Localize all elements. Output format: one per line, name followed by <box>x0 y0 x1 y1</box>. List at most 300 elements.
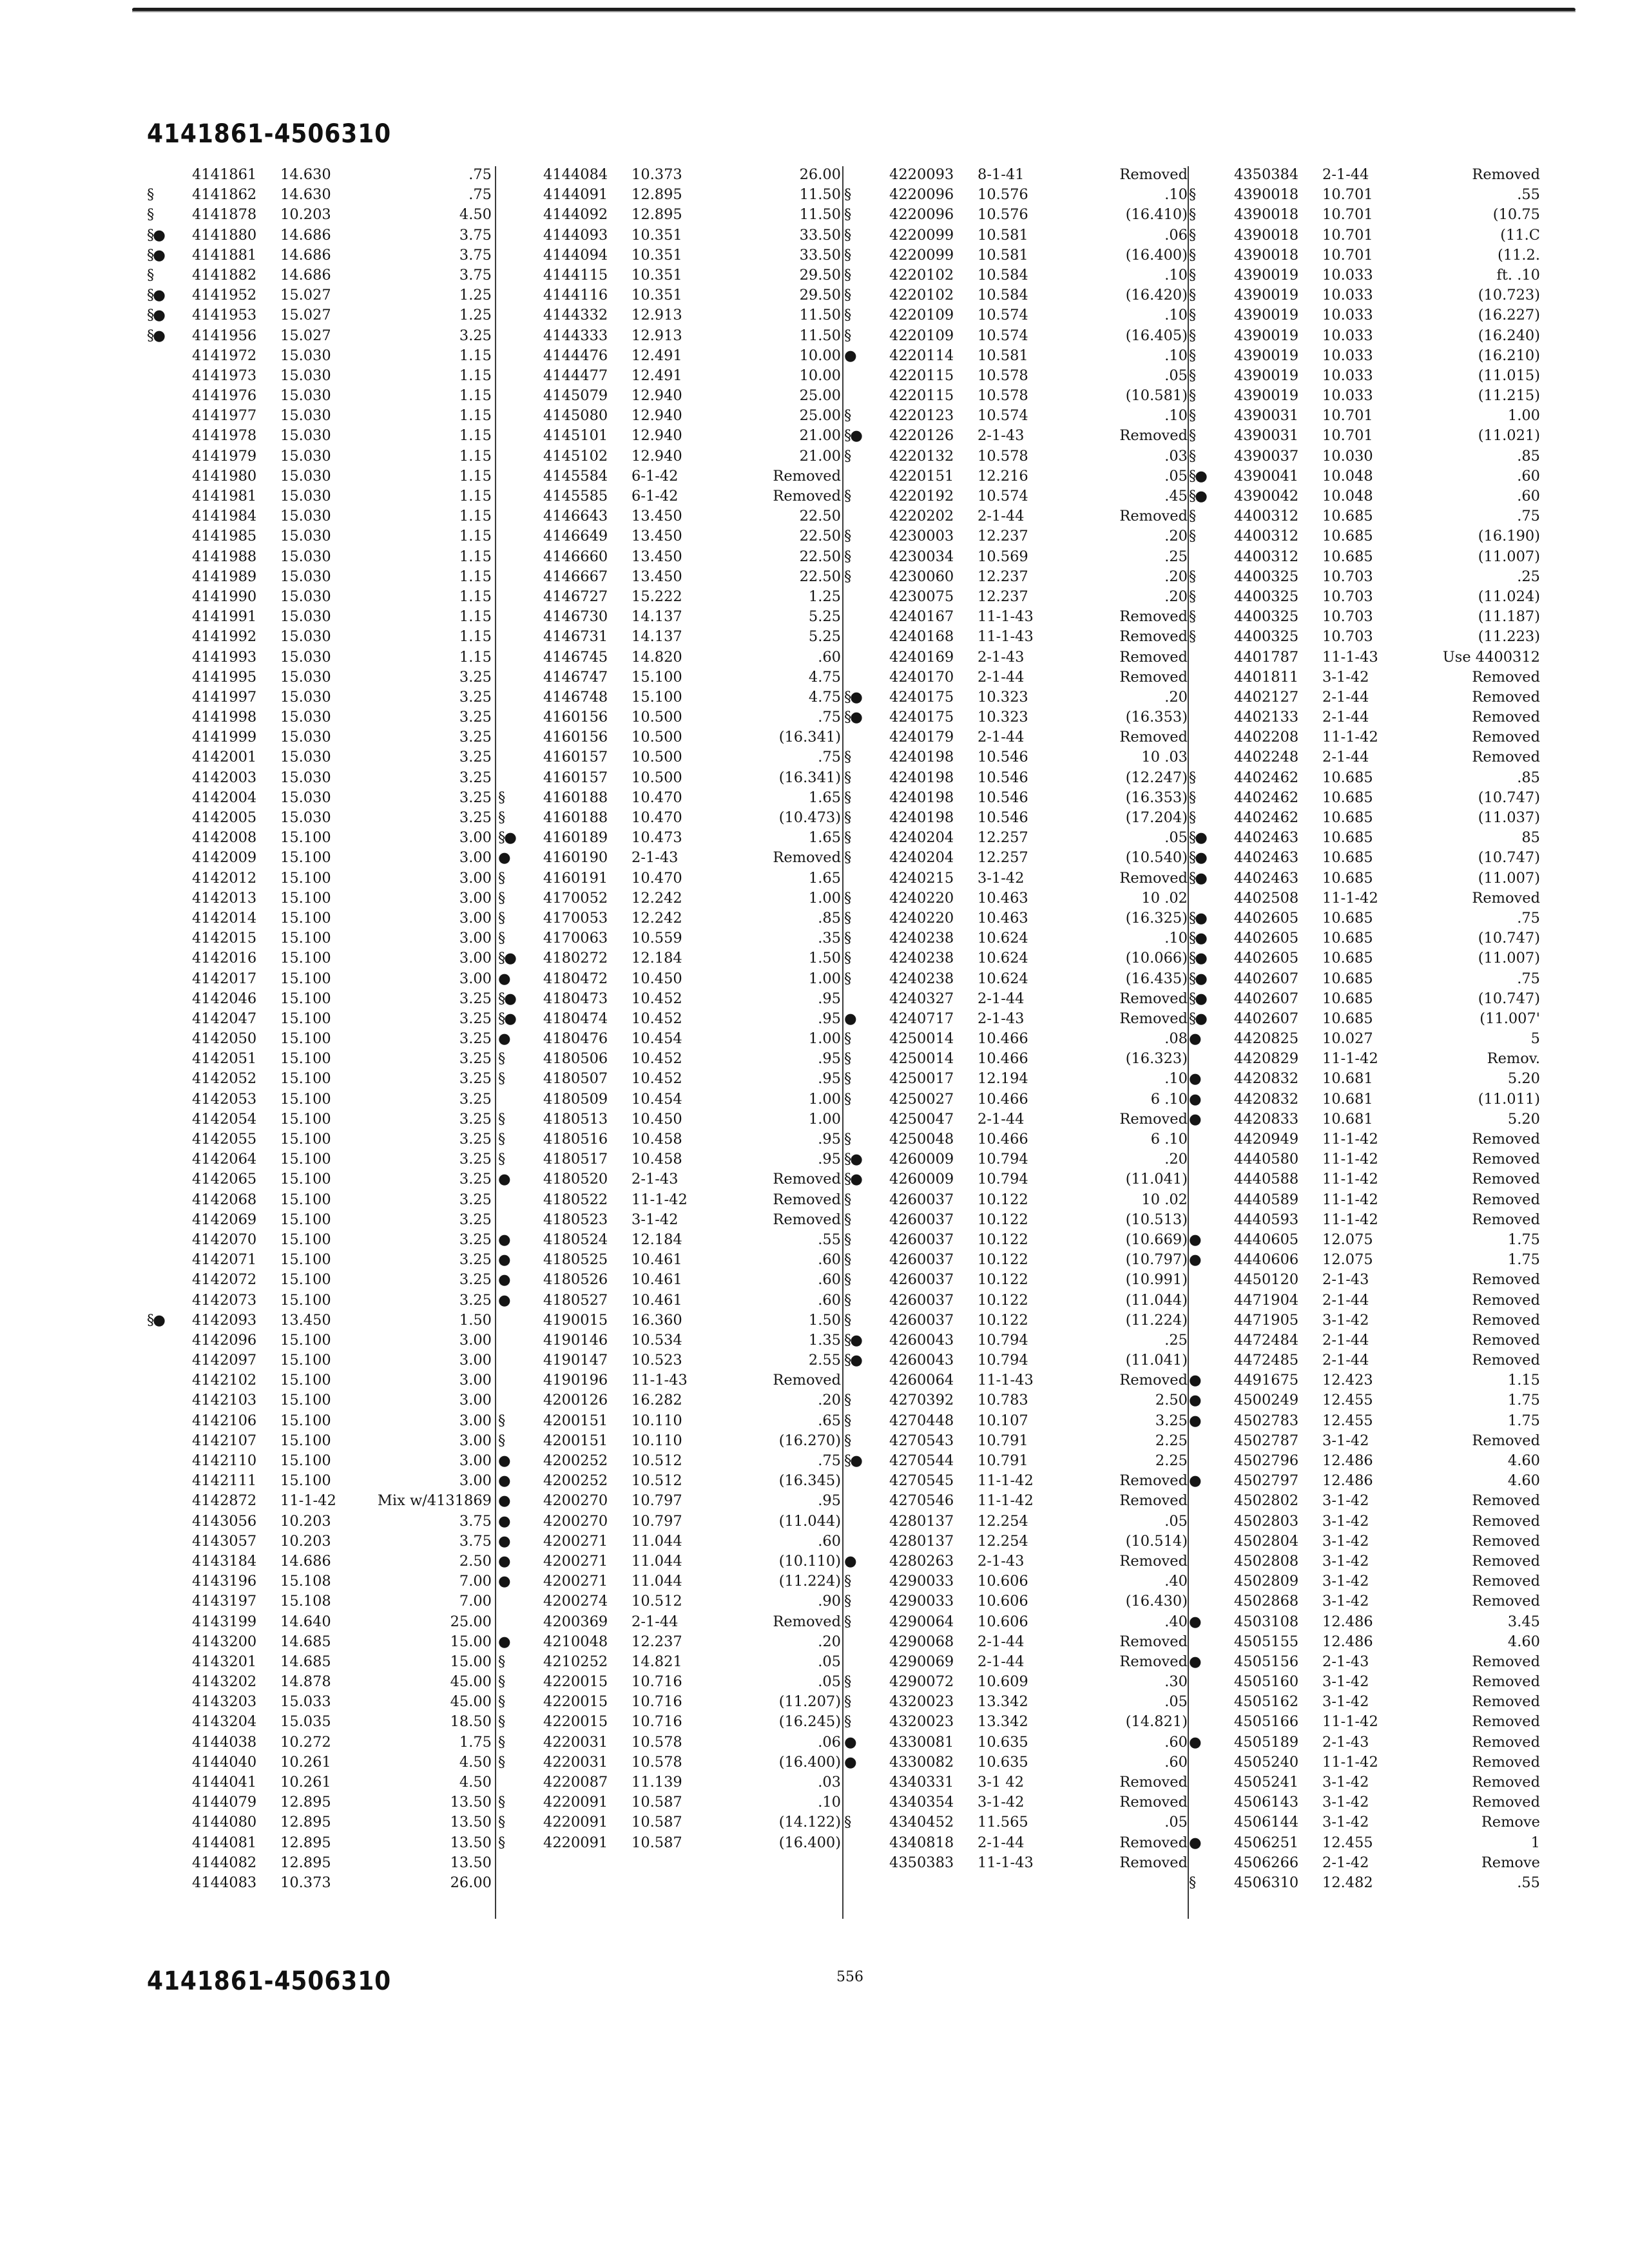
table-row <box>498 1331 841 1350</box>
spec-value: 10.635 <box>978 1753 1028 1771</box>
part-number: 4190015 <box>543 1311 608 1329</box>
part-number: 4144115 <box>543 266 608 284</box>
row-marker: §● <box>1189 909 1206 927</box>
table-row <box>147 567 492 587</box>
part-number: 4240170 <box>889 668 954 686</box>
spec-value: 12.895 <box>280 1854 331 1871</box>
part-number: 4210048 <box>543 1633 608 1650</box>
table-row <box>147 426 492 446</box>
spec-value: 10.587 <box>631 1794 682 1811</box>
part-number: 4260037 <box>889 1271 954 1289</box>
price-value: .45 <box>1164 488 1188 505</box>
table-row <box>498 305 841 325</box>
spec-value: 10.578 <box>631 1733 682 1751</box>
part-number: 4250027 <box>889 1090 954 1108</box>
spec-value: 2-1-43 <box>1322 1653 1369 1670</box>
spec-value: 12.486 <box>1322 1472 1373 1490</box>
spec-value: 2-1-44 <box>978 1110 1025 1128</box>
price-value: 4.75 <box>808 668 841 686</box>
table-row <box>844 1853 1188 1873</box>
row-marker: §● <box>147 287 164 304</box>
spec-value: 10.048 <box>1322 467 1373 485</box>
table-row <box>844 1431 1188 1451</box>
price-value: (16.345) <box>778 1472 841 1490</box>
spec-value: 10.574 <box>978 327 1028 344</box>
table-row <box>147 1250 492 1270</box>
table-row <box>844 1230 1188 1250</box>
spec-value: 10.574 <box>978 488 1028 505</box>
part-number: 4142052 <box>192 1070 257 1088</box>
spec-value: 10.624 <box>978 950 1028 967</box>
table-row <box>498 245 841 265</box>
part-number: 4142070 <box>192 1231 257 1248</box>
spec-value: 10.797 <box>631 1512 682 1530</box>
spec-value: 10.584 <box>978 287 1028 304</box>
table-row <box>147 386 492 406</box>
table-row <box>844 506 1188 526</box>
table-row <box>147 285 492 305</box>
spec-value: 15.100 <box>280 829 331 847</box>
price-value: Removed <box>1472 1573 1540 1590</box>
row-marker: § <box>498 1713 505 1731</box>
table-row <box>498 1230 841 1250</box>
price-value: (10.514) <box>1125 1532 1188 1550</box>
table-row <box>147 668 492 687</box>
table-row <box>147 707 492 727</box>
table-row <box>498 848 841 868</box>
table-row <box>498 1612 841 1632</box>
table-row <box>1189 908 1540 928</box>
row-marker: § <box>844 1432 851 1449</box>
spec-value: 11.565 <box>978 1814 1028 1831</box>
table-row <box>147 727 492 747</box>
spec-value: 10.450 <box>631 970 682 987</box>
part-number: 4260037 <box>889 1191 954 1208</box>
part-number: 4144094 <box>543 246 608 264</box>
spec-value: 10.606 <box>978 1593 1028 1610</box>
price-value: 3.00 <box>459 1352 492 1369</box>
price-value: Removed <box>1472 749 1540 766</box>
spec-value: 11-1-43 <box>978 628 1034 646</box>
price-value: (10.110) <box>778 1552 841 1570</box>
table-row <box>498 285 841 305</box>
table-row <box>844 1110 1188 1129</box>
price-value: Removed <box>1472 668 1540 686</box>
spec-value: 10.685 <box>1322 508 1373 525</box>
price-value: Removed <box>1119 668 1188 686</box>
price-value: .75 <box>818 1452 841 1469</box>
spec-value: 10.351 <box>631 266 682 284</box>
price-value: 29.50 <box>799 287 841 304</box>
part-number: 4144041 <box>192 1774 257 1791</box>
table-row <box>1189 1009 1540 1029</box>
table-row <box>498 889 841 908</box>
part-number: 4270543 <box>889 1432 954 1449</box>
part-number: 4144476 <box>543 347 608 364</box>
part-number: 4506266 <box>1234 1854 1299 1871</box>
spec-value: 13.342 <box>978 1693 1028 1711</box>
price-value: Removed <box>1472 1693 1540 1711</box>
price-value: Removed <box>1472 1713 1540 1731</box>
price-value: .60 <box>818 1532 841 1550</box>
part-number: 4220031 <box>543 1753 608 1771</box>
price-value: 3.00 <box>459 1412 492 1429</box>
price-value: Removed <box>1119 608 1188 626</box>
spec-value: 10.546 <box>978 809 1028 826</box>
table-row <box>844 1733 1188 1753</box>
part-number: 4200271 <box>543 1532 608 1550</box>
table-row <box>844 1370 1188 1390</box>
table-row <box>147 1753 492 1773</box>
price-value: 10 .02 <box>1141 1191 1188 1208</box>
row-marker: § <box>1189 447 1195 465</box>
spec-value: 15.035 <box>280 1713 331 1731</box>
price-value: 1.00 <box>808 1110 841 1128</box>
price-value: 1 <box>1530 1834 1540 1851</box>
table-row <box>147 587 492 607</box>
table-row <box>1189 1270 1540 1290</box>
part-number: 4260037 <box>889 1251 954 1269</box>
part-number: 4142003 <box>192 769 257 786</box>
row-marker: ● <box>844 1733 856 1751</box>
part-number: 4180507 <box>543 1070 608 1088</box>
spec-value: 10.452 <box>631 1010 682 1027</box>
part-number: 4390019 <box>1234 266 1299 284</box>
spec-value: 10.203 <box>280 1512 331 1530</box>
price-value: 5.25 <box>808 608 841 626</box>
spec-value: 10.203 <box>280 206 331 224</box>
part-number: 4502804 <box>1234 1532 1299 1550</box>
price-value: .05 <box>1164 1693 1188 1711</box>
part-number: 4200274 <box>543 1593 608 1610</box>
price-value: (10.747) <box>1478 789 1540 806</box>
table-row <box>147 305 492 325</box>
part-number: 4402508 <box>1234 889 1299 907</box>
row-marker: § <box>844 1090 851 1108</box>
part-number: 4142001 <box>192 749 257 766</box>
price-value: Removed <box>1472 1352 1540 1369</box>
spec-value: 10.500 <box>631 709 682 726</box>
spec-value: 15.100 <box>280 1070 331 1088</box>
spec-value: 12.257 <box>978 849 1028 867</box>
price-value: 3.45 <box>1507 1613 1540 1630</box>
row-marker: § <box>844 1311 851 1329</box>
price-value: Removed <box>1472 1673 1540 1691</box>
part-number: 4260037 <box>889 1291 954 1309</box>
part-number: 4142012 <box>192 869 257 887</box>
row-marker: § <box>844 186 851 204</box>
part-number: 4220192 <box>889 488 954 505</box>
price-value: (11.224) <box>1125 1311 1188 1329</box>
table-row <box>498 1451 841 1471</box>
row-marker: § <box>844 970 851 987</box>
price-value: 13.50 <box>450 1834 492 1851</box>
price-value: Removed <box>1119 1834 1188 1851</box>
spec-value: 10.685 <box>1322 909 1373 927</box>
table-row <box>1189 386 1540 406</box>
price-value: .85 <box>818 909 841 927</box>
table-row <box>844 707 1188 727</box>
price-value: 26.00 <box>799 166 841 183</box>
price-value: 25.00 <box>799 407 841 425</box>
part-number: 4280263 <box>889 1552 954 1570</box>
row-marker: § <box>844 206 851 224</box>
spec-value: 11-1-42 <box>1322 1171 1378 1188</box>
price-value: 1.15 <box>459 367 492 384</box>
part-number: 4144092 <box>543 206 608 224</box>
part-number: 4390031 <box>1234 427 1299 445</box>
part-number: 4270545 <box>889 1472 954 1490</box>
price-value: 3.25 <box>459 1151 492 1168</box>
table-row <box>844 226 1188 245</box>
table-row <box>498 1652 841 1672</box>
table-row <box>844 648 1188 668</box>
table-row <box>147 1049 492 1069</box>
price-value: 3.75 <box>459 226 492 244</box>
part-number: 4440605 <box>1234 1231 1299 1248</box>
table-row <box>498 687 841 707</box>
spec-value: 11-1-42 <box>1322 1050 1378 1068</box>
part-number: 4420829 <box>1234 1050 1299 1068</box>
part-number: 4240215 <box>889 869 954 887</box>
row-marker: § <box>1189 528 1195 545</box>
table-row <box>147 1390 492 1410</box>
row-marker: § <box>1189 809 1195 826</box>
spec-value: 15.100 <box>280 930 331 947</box>
price-value: (11.044) <box>778 1512 841 1530</box>
part-number: 4180526 <box>543 1271 608 1289</box>
spec-value: 10.546 <box>978 789 1028 806</box>
table-row <box>1189 406 1540 426</box>
spec-value: 10.470 <box>631 809 682 826</box>
part-number: 4240204 <box>889 829 954 847</box>
part-number: 4141991 <box>192 608 257 626</box>
table-row <box>498 326 841 346</box>
price-value: Removed <box>1119 1010 1188 1027</box>
table-row <box>147 466 492 486</box>
row-marker: ● <box>498 1452 510 1469</box>
row-marker: ● <box>1189 1110 1200 1128</box>
spec-value: 10.458 <box>631 1131 682 1148</box>
table-row <box>844 848 1188 868</box>
table-row <box>147 1491 492 1511</box>
spec-value: 10.783 <box>978 1392 1028 1409</box>
price-value: .75 <box>1517 508 1540 525</box>
row-marker: § <box>1189 608 1195 626</box>
row-marker: §● <box>1189 849 1206 867</box>
table-row <box>844 1049 1188 1069</box>
price-value: 10 .03 <box>1141 749 1188 766</box>
table-row <box>1189 1431 1540 1451</box>
table-row <box>844 1291 1188 1311</box>
table-row <box>1189 788 1540 808</box>
row-marker: § <box>844 889 851 907</box>
spec-value: 12.486 <box>1322 1452 1373 1469</box>
part-number: 4401787 <box>1234 648 1299 666</box>
spec-value: 12.237 <box>631 1633 682 1650</box>
price-value: 1.15 <box>459 588 492 605</box>
part-number: 4141953 <box>192 307 257 324</box>
spec-value: 11-1-43 <box>978 1372 1034 1389</box>
spec-value: 14.630 <box>280 186 331 204</box>
spec-value: 15.100 <box>280 1090 331 1108</box>
price-value: .05 <box>1164 1512 1188 1530</box>
row-marker: § <box>498 809 505 826</box>
price-value: 22.50 <box>799 548 841 565</box>
part-number: 4250017 <box>889 1070 954 1088</box>
price-value: .05 <box>1164 829 1188 847</box>
price-value: .95 <box>818 1151 841 1168</box>
spec-value: 14.686 <box>280 246 331 264</box>
price-value: .05 <box>1164 367 1188 384</box>
price-value: (11.C <box>1500 226 1540 244</box>
spec-value: 3-1-42 <box>978 1794 1025 1811</box>
table-row <box>1189 1090 1540 1110</box>
part-number: 4141880 <box>192 226 257 244</box>
spec-value: 10.122 <box>978 1211 1028 1228</box>
table-row <box>844 1812 1188 1832</box>
price-value: (11.224) <box>778 1573 841 1590</box>
price-value: 3.00 <box>459 1392 492 1409</box>
part-number: 4142054 <box>192 1110 257 1128</box>
price-value: Removed <box>1472 1532 1540 1550</box>
part-number: 4502802 <box>1234 1492 1299 1510</box>
price-value: Removed <box>1472 1131 1540 1148</box>
spec-value: 10.033 <box>1322 307 1373 324</box>
spec-value: 10.576 <box>978 186 1028 204</box>
spec-value: 10.587 <box>631 1814 682 1831</box>
spec-value: 10.470 <box>631 789 682 806</box>
table-row <box>1189 848 1540 868</box>
spec-value: 2-1-43 <box>978 648 1025 666</box>
part-number: 4146660 <box>543 548 608 565</box>
price-value: .85 <box>1517 447 1540 465</box>
row-marker: ● <box>498 1633 510 1650</box>
part-number: 4402605 <box>1234 950 1299 967</box>
spec-value: 2-1-44 <box>978 990 1025 1007</box>
spec-value: 10.685 <box>1322 1010 1373 1027</box>
row-marker: § <box>498 1050 505 1068</box>
row-marker: § <box>1189 307 1195 324</box>
table-row <box>844 1129 1188 1149</box>
part-number: 4420832 <box>1234 1070 1299 1088</box>
spec-value: 10.033 <box>1322 266 1373 284</box>
table-row <box>844 1712 1188 1732</box>
part-number: 4142046 <box>192 990 257 1007</box>
spec-value: 12.075 <box>1322 1251 1373 1269</box>
spec-value: 15.100 <box>280 1030 331 1048</box>
part-number: 4440588 <box>1234 1171 1299 1188</box>
price-value: (10.747) <box>1478 930 1540 947</box>
table-row <box>844 989 1188 1009</box>
table-row <box>498 969 841 989</box>
price-value: 5.25 <box>808 628 841 646</box>
row-marker: § <box>1189 508 1195 525</box>
part-number: 4390018 <box>1234 186 1299 204</box>
spec-value: 14.820 <box>631 648 682 666</box>
table-row <box>844 1190 1188 1210</box>
table-row <box>147 607 492 627</box>
price-value: (16.400) <box>778 1834 841 1851</box>
price-value: .10 <box>1164 1070 1188 1088</box>
spec-value: 10.512 <box>631 1452 682 1469</box>
table-row <box>844 908 1188 928</box>
table-row <box>1189 326 1540 346</box>
table-row <box>1189 346 1540 366</box>
table-row <box>498 366 841 386</box>
price-value: 3.25 <box>459 789 492 806</box>
row-marker: § <box>1189 226 1195 244</box>
spec-value: 10.351 <box>631 246 682 264</box>
price-value: Removed <box>1472 1432 1540 1449</box>
price-value: Removed <box>773 849 841 867</box>
table-row <box>844 1632 1188 1652</box>
spec-value: 3-1-42 <box>1322 1573 1369 1590</box>
part-number: 4146649 <box>543 528 608 545</box>
spec-value: 10.609 <box>978 1673 1028 1691</box>
part-number: 4160189 <box>543 829 608 847</box>
spec-value: 10.027 <box>1322 1030 1373 1048</box>
spec-value: 10.685 <box>1322 789 1373 806</box>
part-number: 4142872 <box>192 1492 257 1510</box>
row-marker: § <box>498 930 505 947</box>
part-number: 4402462 <box>1234 789 1299 806</box>
part-number: 4146727 <box>543 588 608 605</box>
price-value: 1.15 <box>459 447 492 465</box>
spec-value: 15.100 <box>280 1291 331 1309</box>
parts-column-2 <box>498 165 841 1853</box>
spec-value: 15.100 <box>280 1211 331 1228</box>
spec-value: 15.100 <box>280 909 331 927</box>
part-number: 4141882 <box>192 266 257 284</box>
spec-value: 10.681 <box>1322 1090 1373 1108</box>
part-number: 4502797 <box>1234 1472 1299 1490</box>
table-row <box>844 466 1188 486</box>
part-number: 4146747 <box>543 668 608 686</box>
part-number: 4505155 <box>1234 1633 1299 1650</box>
price-value: .60 <box>1517 488 1540 505</box>
price-value: Removed <box>1119 648 1188 666</box>
price-value: 2.50 <box>1155 1392 1188 1409</box>
price-value: .95 <box>818 1131 841 1148</box>
part-number: 4505166 <box>1234 1713 1299 1731</box>
table-row <box>498 648 841 668</box>
spec-value: 2-1-44 <box>978 1653 1025 1670</box>
price-value: 3.75 <box>459 266 492 284</box>
part-number: 4141984 <box>192 508 257 525</box>
price-value: .95 <box>818 990 841 1007</box>
table-row <box>147 948 492 968</box>
price-value: .05 <box>818 1653 841 1670</box>
spec-value: 10.523 <box>631 1352 682 1369</box>
price-value: 2.25 <box>1155 1452 1188 1469</box>
spec-value: 10.559 <box>631 930 682 947</box>
part-number: 4502809 <box>1234 1573 1299 1590</box>
table-row <box>1189 969 1540 989</box>
spec-value: 11-1-42 <box>978 1472 1034 1490</box>
spec-value: 10.685 <box>1322 950 1373 967</box>
table-row <box>1189 245 1540 265</box>
part-number: 4400312 <box>1234 508 1299 525</box>
spec-value: 14.137 <box>631 628 682 646</box>
price-value: (11.007) <box>1478 548 1540 565</box>
spec-value: 14.630 <box>280 166 331 183</box>
table-row <box>844 889 1188 908</box>
part-number: 4240167 <box>889 608 954 626</box>
row-marker: § <box>844 528 851 545</box>
spec-value: 12.242 <box>631 909 682 927</box>
price-value: (16.405) <box>1125 327 1188 344</box>
